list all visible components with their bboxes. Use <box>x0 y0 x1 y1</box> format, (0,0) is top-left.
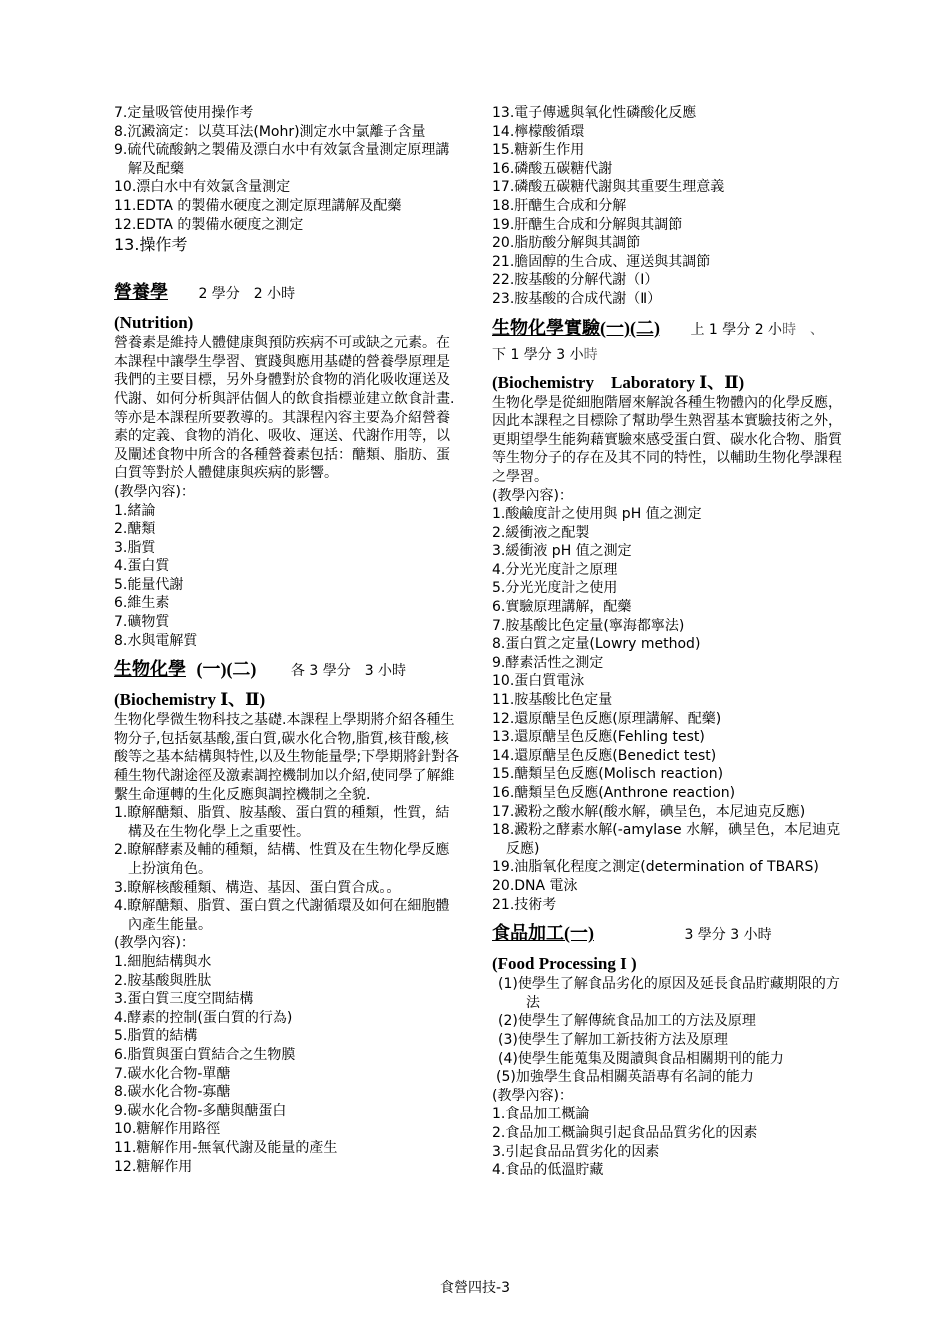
list-item: 5.分光光度計之使用 <box>492 580 618 597</box>
list-item: 10.蛋白質電泳 <box>492 673 585 690</box>
course-title-suffix: (一)(二) <box>196 659 257 680</box>
list-item: 14.檸檬酸循環 <box>492 123 585 140</box>
intro-list <box>114 104 462 256</box>
course-credits: 2 學分 2 小時 <box>198 286 296 303</box>
list-item: 18.澱粉之酵素水解(-amylase 水解，碘呈色，本尼迪克反應) <box>492 822 841 857</box>
content-list <box>114 502 462 651</box>
list-item: 15.醣類呈色反應(Molisch reaction) <box>492 766 724 783</box>
objective-item: 2.瞭解酵素及輔的種類，結構、性質及在生物化學反應上扮演角色。 <box>114 842 450 877</box>
content-list <box>114 953 462 1176</box>
course-credits-tail: 時 <box>583 346 598 363</box>
course-english-title: (Food Processing I ) <box>492 954 637 974</box>
list-item: 4.食品的低溫貯藏 <box>492 1162 604 1179</box>
list-item: 10.糖解作用路徑 <box>114 1121 221 1138</box>
content-list <box>492 1105 842 1179</box>
list-item: 10.漂白水中有效氯含量測定 <box>114 179 291 196</box>
list-item: 9.酵素活性之測定 <box>492 654 604 671</box>
list-item: 17.磷酸五碳糖代謝與其重要生理意義 <box>492 179 725 196</box>
content-list <box>492 505 842 914</box>
list-item: 1.緒論 <box>114 502 156 519</box>
list-item: 11.EDTA 的製備水硬度之測定原理講解及配藥 <box>114 197 402 214</box>
course-heading <box>492 921 842 947</box>
list-item: 2.緩衝液之配製 <box>492 524 590 541</box>
list-item: 3.脂質 <box>114 539 156 556</box>
list-item: 2.食品加工概論與引起食品品質劣化的因素 <box>492 1124 758 1141</box>
list-item: 11.胺基酸比色定量 <box>492 692 613 709</box>
objective-item: 1.瞭解醣類、脂質、胺基酸、蛋白質的種類，性質，結構及在生物化學上之重要性。 <box>114 805 450 840</box>
course-english-title: (Biochemistry Laboratory Ⅰ、Ⅱ) <box>492 372 745 392</box>
list-item: 8.沉澱滴定：以莫耳法(Mohr)測定水中氯離子含量 <box>114 123 426 140</box>
list-item: 8.水與電解質 <box>114 632 198 649</box>
list-item: 6.脂質與蛋白質結合之生物膜 <box>114 1046 296 1063</box>
objective-item: (5)加強學生食品相關英語專有名詞的能力 <box>496 1069 754 1086</box>
objective-item: (3)使學生了解加工新技術方法及原理 <box>498 1031 728 1048</box>
list-item: 3.緩衝液 pH 值之測定 <box>492 543 632 560</box>
objective-item: (2)使學生了解傳統食品加工的方法及原理 <box>498 1013 756 1030</box>
list-item: 19.油脂氧化程度之測定(determination of TBARS) <box>492 859 819 876</box>
course-credits-line2 <box>492 342 842 368</box>
course-title: 生物化學 <box>114 659 186 680</box>
course-heading <box>492 316 842 342</box>
list-item: 21.膽固醇的生合成、運送與其調節 <box>492 253 711 270</box>
objective-item: (4)使學生能蒐集及閱讀與食品相關期刊的能力 <box>498 1050 784 1067</box>
list-item: 20.DNA 電泳 <box>492 877 578 894</box>
left-column <box>114 104 462 1176</box>
list-item: 12.糖解作用 <box>114 1158 193 1175</box>
course-credits-tail: 時 、 <box>782 321 825 338</box>
metabolism-list <box>492 104 842 309</box>
list-item: 2.醣類 <box>114 521 156 538</box>
list-item: 4.分光光度計之原理 <box>492 561 618 578</box>
course-credits: 上 1 學分 2 小 <box>690 321 783 338</box>
course-title: 營養學 <box>114 282 168 303</box>
course-biochem-lab <box>492 316 842 915</box>
list-item: 17.澱粉之酸水解(酸水解，碘呈色，本尼迪克反應) <box>492 803 806 820</box>
course-description: 生物化學是從細胞階層來解說各種生物體內的化學反應，因此本課程之目標除了幫助學生熟習基本實驗技術之外，更期望學生能夠藉實驗來感受蛋白質、碳水化合物、脂質等生物分子的存在及其不同的特性，以輔助生物化學課程之學習。 <box>492 394 842 485</box>
objective-list <box>114 804 462 934</box>
list-item: 7.胺基酸比色定量(寧海都寧法) <box>492 617 685 634</box>
list-item: 16.醣類呈色反應(Anthrone reaction) <box>492 785 736 801</box>
content-label: (教學內容)： <box>114 935 195 952</box>
list-item: 13.還原醣呈色反應(Fehling test) <box>492 729 705 746</box>
list-item: 2.胺基酸與胜肽 <box>114 972 212 989</box>
list-item: 8.蛋白質之定量(Lowry method) <box>492 636 701 653</box>
list-item: 5.脂質的結構 <box>114 1028 198 1045</box>
list-item: 3.蛋白質三度空間結構 <box>114 991 254 1008</box>
list-item: 15.糖新生作用 <box>492 142 585 159</box>
objective-item: 4.瞭解醣類、脂質、蛋白質之代謝循環及如何在細胞體內產生能量。 <box>114 898 450 933</box>
course-description: 營養素是維持人體健康與預防疾病不可或缺之元素。在本課程中讓學生學習、實踐與應用基礎的營養學原理是我們的主要目標，另外身體對於食物的消化吸收運送及代謝、如何分析與評估個人的飲食指標並建立飲食計畫.等亦是本課程所要教導的。其課程內容主要為介紹營養素的定義、食物的消化、吸收、運送、代謝作用等，以及闡述食物中所含的各種營養素包括：醣類、脂肪、蛋白質等對於人體健康與疾病的影響。 <box>114 335 455 482</box>
right-column <box>492 104 842 1180</box>
page-footer: 食營四技-3 <box>440 1280 510 1296</box>
list-item: 6.實驗原理講解，配藥 <box>492 599 632 616</box>
objective-item: (1)使學生了解食品劣化的原因及延長食品貯藏期限的方法 <box>498 976 840 1011</box>
list-item: 6.維生素 <box>114 595 170 612</box>
list-item: 8.碳水化合物-寡醣 <box>114 1084 231 1101</box>
course-title: 食品加工(一) <box>492 923 594 944</box>
list-item: 3.引起食品品質劣化的因素 <box>492 1143 660 1160</box>
list-item: 22.胺基酸的分解代謝（I） <box>492 272 659 289</box>
course-title: 生物化學實驗(一)(二) <box>492 317 660 338</box>
list-item: 9.硫代硫酸鈉之製備及漂白水中有效氯含量測定原理講解及配藥 <box>114 142 450 177</box>
course-heading <box>114 657 462 683</box>
list-item: 14.還原醣呈色反應(Benedict test) <box>492 747 717 764</box>
list-item: 1.食品加工概論 <box>492 1106 590 1123</box>
list-item: 20.脂肪酸分解與其調節 <box>492 235 641 252</box>
list-item: 12.還原醣呈色反應(原理講解、配藥) <box>492 710 722 727</box>
course-credits: 下 1 學分 3 小 <box>492 346 584 363</box>
objective-list <box>492 975 842 1087</box>
course-english-title: (Biochemistry Ⅰ、Ⅱ) <box>114 690 266 710</box>
list-item: 7.定量吸管使用操作考 <box>114 105 254 121</box>
course-food-processing <box>492 921 842 1180</box>
list-item: 7.礦物質 <box>114 614 170 631</box>
list-item: 4.蛋白質 <box>114 558 170 575</box>
list-item: 9.碳水化合物-多醣與醣蛋白 <box>114 1102 287 1119</box>
list-item: 7.碳水化合物-單醣 <box>114 1065 231 1082</box>
list-item: 1.細胞結構與水 <box>114 953 212 970</box>
list-item: 11.糖解作用-無氧代謝及能量的產生 <box>114 1139 338 1156</box>
content-label: (教學內容)： <box>114 483 195 500</box>
list-item: 4.酵素的控制(蛋白質的行為) <box>114 1009 293 1026</box>
course-nutrition <box>114 280 462 650</box>
course-credits: 各 3 學分 3 小時 <box>290 663 407 680</box>
content-label: (教學內容)： <box>492 487 573 504</box>
list-item: 5.能量代謝 <box>114 576 184 593</box>
content-label: (教學內容)： <box>492 1087 573 1104</box>
course-credits: 3 學分 3 小時 <box>684 927 772 944</box>
course-heading <box>114 280 462 306</box>
list-item: 13.電子傳遞與氧化性磷酸化反應 <box>492 105 697 121</box>
list-item: 21.技術考 <box>492 896 557 913</box>
course-english-title: (Nutrition) <box>114 313 194 333</box>
list-item: 13.操作考 <box>114 235 188 255</box>
list-item: 23.胺基酸的合成代謝（Ⅱ） <box>492 290 662 307</box>
list-item: 19.肝醣生合成和分解與其調節 <box>492 216 683 233</box>
list-item: 1.酸鹼度計之使用與 pH 值之測定 <box>492 506 702 523</box>
list-item: 12.EDTA 的製備水硬度之測定 <box>114 216 304 233</box>
list-item: 18.肝醣生合成和分解 <box>492 197 627 214</box>
objective-item: 3.瞭解核酸種類、構造、基因、蛋白質合成。。 <box>114 879 401 896</box>
list-item: 16.磷酸五碳糖代謝 <box>492 160 613 177</box>
course-description: 生物化學微生物科技之基礎.本課程上學期將介紹各種生物分子,包括氨基酸,蛋白質,碳水化合物,脂質,核苷酸,核酸等之基本結構與特性,以及生物能量學;下學期將針對各種生物代謝途徑及激素調控機制加以介紹,使同學了解維繫生命運轉的生化反應與調控機制之全貌. <box>114 712 460 803</box>
course-biochemistry <box>114 657 462 1176</box>
